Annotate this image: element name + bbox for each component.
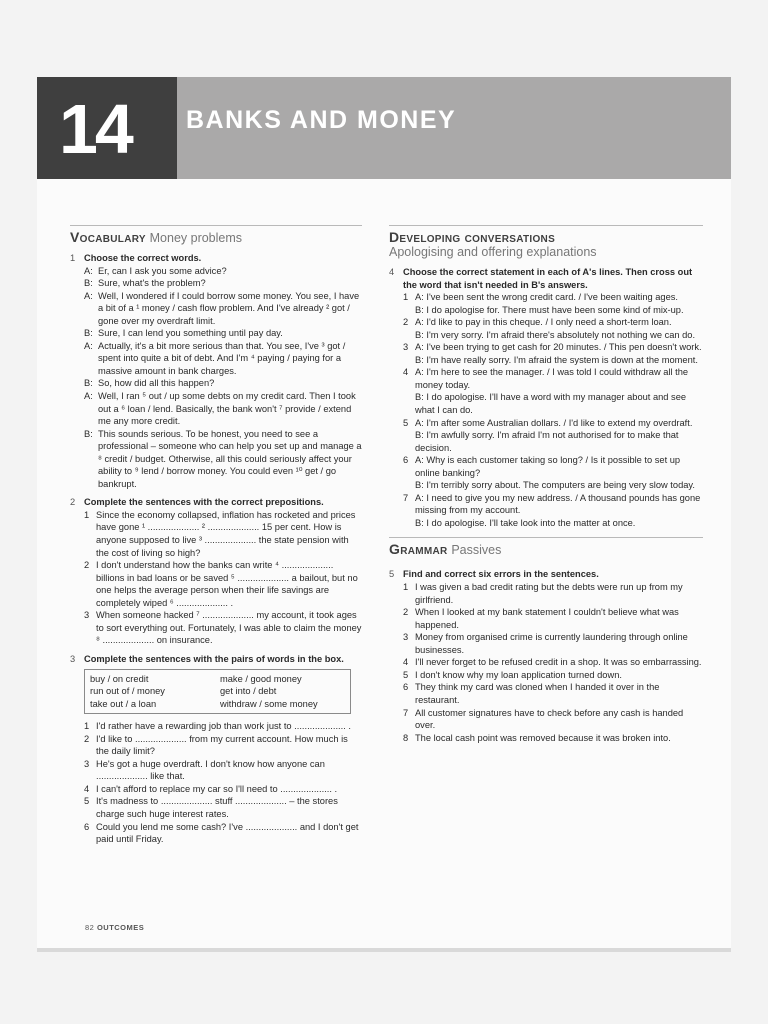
dialogue-line [84,277,362,290]
exercise-5 [389,568,703,744]
list-item [84,609,362,647]
dialogue-text: Er, can I ask you some advice? [98,265,227,276]
unit-title: BANKS AND MONEY [186,106,457,134]
line-b [403,429,703,454]
line-b [403,329,703,342]
list-item [403,366,703,416]
page-footer [85,923,144,932]
speaker-label: B: [415,430,427,441]
list-item [403,341,703,366]
word-pair: buy / on credit [90,673,149,684]
list-item [403,732,703,745]
item-number: 5 [84,796,90,807]
list-item [403,631,703,656]
item-text: I was given a bad credit rating but the debts were run up from my girlfriend. [415,582,683,605]
line-b [403,354,703,367]
a-text [415,342,702,352]
list-item [84,821,362,846]
dialogue-text: This sounds serious. To be honest, you need to see a professional – someone who can help you set up and manage a ⁸ credit / budget. Otherwise, all this could seriously affect your ability to ⁹ lend / borrow money. You could even ¹⁰ get / go bankrupt. [98,428,362,489]
list-item [403,417,703,455]
a-text [415,292,678,302]
item-text: They think my card was cloned when I handed it over in the restaurant. [415,682,660,705]
grammar-heading [389,537,703,558]
speaker-label: A: [84,265,93,276]
reply-text: I do apologise. I'll take look into the matter at once. [426,517,636,528]
unit-banner [37,77,731,179]
dialogue-text: Sure, I can lend you something until pay day. [98,328,283,339]
dialogue-text: So, how did all this happen? [98,378,215,389]
exercise-instruction: Complete the sentences with the pairs of words in the box. [84,653,344,664]
item-number: 2 [84,733,90,744]
speaker-label: A: [415,417,427,428]
item-number: 1 [403,292,409,303]
dialogue-line [84,377,362,390]
item-number: 4 [403,657,409,668]
reply-text: I'm terribly sorry about. The computers are being very slow today. [426,480,695,491]
exercise-instruction: Find and correct six errors in the sentences. [403,569,599,580]
reply-text: I'm very sorry. I'm afraid there's absolutely not nothing we can do. [426,329,696,340]
speaker-label: B: [415,329,427,340]
item-list [84,720,362,845]
speaker-label: B: [84,428,93,439]
speaker-label: A: [84,391,93,402]
item-number: 2 [403,317,409,328]
item-number: 7 [403,707,409,718]
speaker-label: A: [415,492,427,503]
a-text [415,367,688,390]
word-pair: get into / debt [220,686,277,697]
exercise-number: 5 [389,569,395,580]
dialogue-text: Sure, what's the problem? [98,278,206,289]
reply-text: I'm awfully sorry. I'm afraid I'm not authorised for to make that decision. [415,430,679,453]
item-number: 1 [403,582,409,593]
line-b [403,304,703,317]
book-title: OUTCOMES [96,923,145,932]
item-text: I'd like to .................... from my current account. How much is the daily limit? [96,733,348,757]
speaker-label: A: [415,455,427,466]
conversations-heading [389,225,703,260]
word-box [84,669,351,715]
item-number: 8 [403,732,409,743]
reply-text: I do apologise for. There must have been some kind of mix-up. [426,304,684,315]
vocabulary-heading [70,225,362,246]
dialogue [84,265,362,491]
item-list [84,509,362,647]
line-a [403,492,703,517]
item-number: 1 [84,721,90,732]
item-number: 5 [403,417,409,428]
list-item [403,656,703,669]
item-text: I can't afford to replace my car so I'll need to .................... . [96,783,338,794]
page-edge [37,948,731,952]
exercise-number: 4 [389,267,395,277]
speaker-label: B: [84,378,93,389]
list-item [84,783,362,796]
speaker-label: A: [415,367,427,378]
item-list [403,291,703,529]
line-a [403,454,703,479]
item-number: 5 [403,669,409,680]
item-number: 2 [84,560,90,571]
speaker-label: A: [415,317,427,328]
exercise-4 [389,266,703,529]
item-number: 2 [403,607,409,618]
line-a [403,366,703,391]
list-item [403,454,703,492]
speaker-label: B: [415,354,427,365]
speaker-label: B: [84,278,93,289]
item-text: I'd rather have a rewarding job than work just to .................... . [96,721,351,732]
unit-number: 14 [59,90,131,168]
statement-text: Why is each customer taking so long? / Is it possible to set up online banking? [415,455,681,478]
speaker-label: B: [415,517,427,528]
list-item [403,669,703,682]
a-text [415,455,680,478]
list-item [403,707,703,732]
speaker-label: A: [415,292,427,303]
left-column [70,225,362,846]
item-list [403,581,703,744]
word-pair: withdraw / some money [220,698,318,709]
dialogue-text: Actually, it's a bit more serious than that. You see, I've ³ got / spent into quite a bit of debt. And I'm ⁴ paying / paying for a massive amount in bank charges. [98,340,346,376]
line-a [403,341,703,354]
item-text: Money from organised crime is currently laundering through online businesses. [415,632,688,655]
reply-text: I do apologise. I'll have a word with my manager about and see what I can do. [415,392,687,416]
speaker-label: B: [415,480,427,491]
exercise-number: 3 [70,653,76,664]
dialogue-line [84,327,362,340]
right-column [389,225,703,744]
a-text [415,493,700,516]
item-number: 3 [403,342,409,353]
section-subtitle: Apologising and offering explanations [389,245,597,259]
statement-text: I'm after some Australian dollars. / I'd like to extend my overdraft. [426,417,693,428]
list-item [403,581,703,606]
section-title: Vocabulary [70,229,146,245]
line-b [403,517,703,530]
dialogue-line [84,340,362,378]
list-item [84,509,362,559]
exercise-instruction: Complete the sentences with the correct prepositions. [84,497,324,508]
item-number: 3 [84,610,90,621]
item-text: It's madness to .................... stuff .................... – the stores charge such huge interest rates. [96,796,338,819]
section-title: Developing conversations [389,229,556,245]
exercise-number: 1 [70,253,76,263]
exercise-2 [70,496,362,647]
item-number: 3 [84,758,90,769]
dialogue-text: Well, I wondered if I could borrow some money. You see, I have a bit of a ¹ money / cash flow problem. And I've already ² got / gone over my overdraft limit. [98,290,360,326]
statement-text: I need to give you my new address. / A thousand pounds has gone missing from my account. [415,492,701,516]
list-item [403,316,703,341]
item-number: 4 [84,783,90,794]
workbook-page [37,77,731,950]
page-number: 82 [85,923,95,932]
line-b [403,479,703,492]
list-item [84,559,362,609]
list-item [84,795,362,820]
speaker-label: A: [84,290,93,301]
item-number: 7 [403,492,409,503]
line-a [403,291,703,304]
dialogue-line [84,265,362,278]
word-pair: take out / a loan [90,698,157,709]
list-item [84,720,362,733]
exercise-instruction: Choose the correct statement in each of A's lines. Then cross out the word that isn't needed in B's answers. [403,267,693,290]
item-number: 6 [403,682,409,693]
item-number: 1 [84,509,90,520]
a-text [415,317,672,327]
list-item [403,492,703,530]
word-pair: make / good money [220,673,302,684]
item-text: I don't understand how the banks can write ⁴ .................... billions in bad loans or be saved ⁵ .................... a bailout, but no one helps the average person when their life savings are completely wiped ⁶ .................... . [96,560,358,608]
section-subtitle: Money problems [149,231,243,245]
list-item [403,681,703,706]
statement-text: I'd like to pay in this cheque. / I only need a short-term loan. [426,317,672,328]
item-text: He's got a huge overdraft. I don't know how anyone can .................... like that. [96,758,325,782]
unit-number-block [37,77,177,179]
item-text: All customer signatures have to check before any cash is handed over. [415,707,684,731]
dialogue-text: Well, I ran ⁵ out / up some debts on my credit card. Then I took out a ⁶ loan / lend. Basically, the bank won't ⁷ provide / extend me any more credit. [98,391,356,427]
item-number: 6 [84,821,90,832]
statement-text: I'm here to see the manager. / I was told I could withdraw all the money today. [415,367,689,390]
item-text: I'll never forget to be refused credit in a shop. It was so embarrassing. [415,657,702,668]
exercise-number: 2 [70,497,76,508]
item-text: When I looked at my bank statement I couldn't believe what was happened. [415,607,679,630]
speaker-label: B: [415,392,427,403]
item-number: 3 [403,632,409,643]
dialogue-line [84,390,362,428]
list-item [84,758,362,783]
dialogue-line [84,290,362,328]
exercise-3 [70,653,362,846]
statement-text: I've been trying to get cash for 20 minutes. / This pen doesn't work. [426,342,702,353]
exercise-1 [70,252,362,490]
speaker-label: A: [415,342,427,353]
section-title: Grammar [389,541,448,558]
list-item [84,733,362,758]
item-text: Could you lend me some cash? I've .................... and I don't get paid until Friday. [96,821,359,845]
word-pair: run out of / money [90,686,165,697]
line-b [403,391,703,416]
section-subtitle: Passives [451,543,502,558]
line-a [403,417,703,430]
item-number: 4 [403,367,409,378]
speaker-label: B: [415,304,427,315]
item-text: When someone hacked ⁷ .................... my account, it took ages to sort everything out. Fortunately, I was able to claim the money ⁸ .................... on insurance. [96,610,362,646]
item-text: I don't know why my loan application turned down. [415,669,622,680]
dialogue-line [84,428,362,491]
exercise-instruction: Choose the correct words. [84,253,202,263]
item-text: The local cash point was removed because it was broken into. [415,732,671,743]
reply-text: I'm have really sorry. I'm afraid the system is down at the moment. [426,354,698,365]
statement-text: I've been sent the wrong credit card. / I've been waiting ages. [426,292,678,303]
list-item [403,606,703,631]
item-text: Since the economy collapsed, inflation has rocketed and prices have gone ¹ .................... ² .................... 15 per cent. How is anyone supposed to live ³ .................... the state pension with the cost of living so high? [96,509,356,558]
line-a [403,316,703,329]
speaker-label: B: [84,328,93,339]
item-number: 6 [403,455,409,466]
a-text [415,418,692,428]
list-item [403,291,703,316]
speaker-label: A: [84,340,93,351]
